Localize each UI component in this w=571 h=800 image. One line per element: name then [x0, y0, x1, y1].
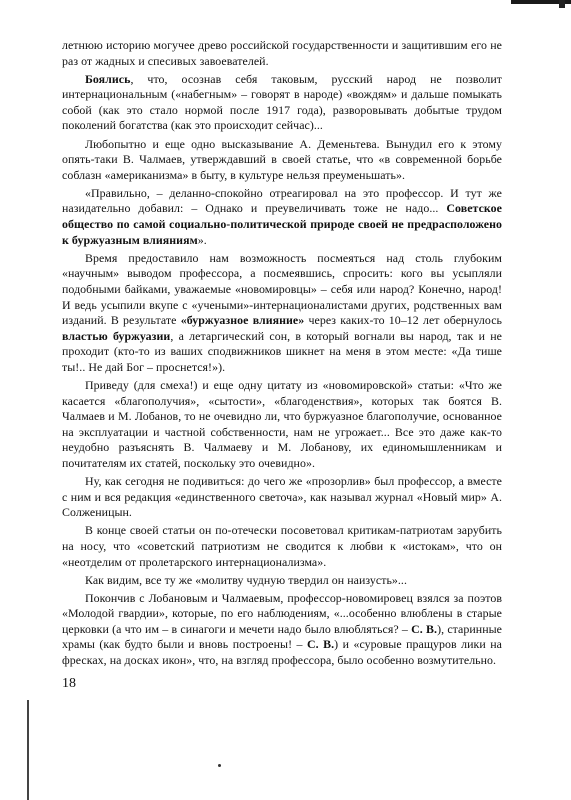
- text-segment: Любопытно и еще одно высказывание А. Деменьтева. Вынудил его к этому опять-таки В. Чалмаев, утверждавший в своей статье, что «в современной борьбе соблазн «американизма» в быту, в культуре нельзя преуменьшать».: [62, 136, 502, 182]
- paragraph: [62, 573, 502, 589]
- scan-dust-dot: [218, 764, 221, 767]
- text-segment: «Правильно, – деланно-спокойно отреагировал на это профессор. И тут же назидательно добавил: – Однако и преувеличивать тоже не надо...: [62, 185, 502, 216]
- text-segment: летнюю историю могучее древо российской государственности и защитившим его не раз от жадных и спесивых завоевателей.: [62, 38, 502, 68]
- paragraph: [62, 591, 502, 669]
- bold-text-segment: властью буржуазии: [62, 328, 171, 343]
- page-body-text: [62, 38, 502, 671]
- scan-margin-line: [27, 700, 29, 800]
- text-segment: Как видим, все ту же «молитву чудную твердил он наизусть»...: [85, 572, 407, 587]
- text-segment: , что, осознав себя таковым, русский народ не позволит интернациональным («набегным» – говорят в народе) «вождям» и дальше помыкать собой (как это стало нормой после 1917 года), разворовывать добытые трудом поколений богатства (как это происходит сейчас)...: [62, 71, 502, 133]
- bold-text-segment: С. В.: [307, 637, 335, 652]
- paragraph: [62, 474, 502, 521]
- text-segment: ».: [197, 232, 207, 247]
- paragraph: [62, 38, 502, 69]
- bold-text-segment: «буржуазное влияние»: [180, 313, 305, 328]
- text-segment: Покончив с Лобановым и Чалмаевым, профессор-новомировец взялся за поэтов «Молодой гвардии», которые, по его наблюдениям, «...особенно влюблены в старые церковки (а что им – в синагоги и мечети надо было влюбляться? –: [62, 590, 502, 636]
- text-segment: ) и «суровые пращуров лики на фресках, на досках икон», что, на взгляд профессора, было особенно возмутительно.: [62, 637, 502, 668]
- paragraph: [62, 251, 502, 376]
- text-segment: Приведу (для смеха!) и еще одну цитату из «новомировской» статьи: «Что же касается «благополучия», «сытости», «благоденствия», которых так боятся В. Чалмаев и М. Лобанов, то не очевидно ли, что буржуазное благополучие, основанное на эксплуатации и частной собственности, нам не угрожает... Все это даже как-то неудобно разъяснять В. Чалмаеву и М. Лобанову, их единомышленникам и почитателям их статей, поскольку это очевидно».: [62, 377, 502, 470]
- text-segment: Время предоставило нам возможность посмеяться над столь глубоким «научным» выводом профессора, а посмеявшись, спросить: кого вы усыпляли подобными байками, уважаемые «новомировцы» – себя или народ? Конечно, народ! И ведь усыпили вкупе с «учеными»-интернационалистами других, родственных вам изданий. В результате: [62, 250, 502, 328]
- text-segment: Ну, как сегодня не подивиться: до чего же «прозорлив» был профессор, а вместе с ним и вся редакция «единственного светоча», как называл журнал «Новый мир» А. Солженицын.: [62, 474, 502, 520]
- text-segment: В конце своей статьи он по-отечески посоветовал критикам-патриотам зарубить на носу, что «советский патриотизм не сводится к любви к «истокам», что он «неотделим от пролетарского интернационализма».: [62, 523, 502, 569]
- bold-text-segment: С. В.: [411, 621, 438, 636]
- text-segment: через каких-то 10–12 лет обернулось: [304, 313, 502, 328]
- paragraph: [62, 378, 502, 472]
- paragraph: [62, 186, 502, 248]
- paragraph: [62, 523, 502, 570]
- bold-text-segment: Советское общество по самой социально-политической природе своей не предрасположено к буржуазным влияниям: [62, 201, 502, 247]
- paragraph: [62, 137, 502, 184]
- text-segment: , а летаргический сон, в который вогнали вы народ, так и не проходит (кто-то из ваших сподвижников шикнет на меня в этом месте: «Да тише ты!.. Не дай Бог – проснется!»).: [62, 328, 502, 374]
- page-number: 18: [62, 676, 76, 691]
- bold-text-segment: Боялись: [85, 71, 131, 86]
- scan-mark: [559, 0, 565, 8]
- paragraph: [62, 72, 502, 134]
- text-segment: ), старинные храмы (как будто были и вновь построены! –: [62, 621, 502, 652]
